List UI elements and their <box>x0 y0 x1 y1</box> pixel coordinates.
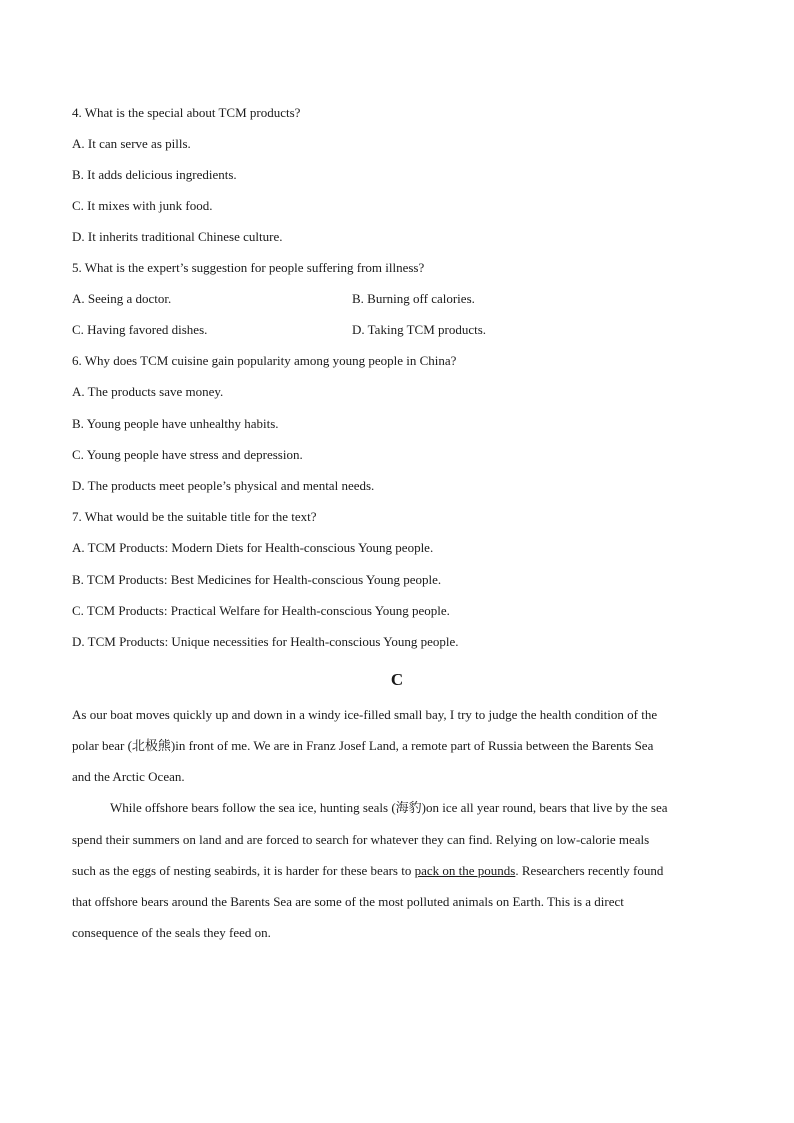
question-5-stem <box>72 260 424 276</box>
question-4-option-c: C. It mixes with junk food. <box>72 198 213 213</box>
passage-text: . Researchers recently found <box>515 863 664 878</box>
passage-line: that offshore bears around the Barents Sea are some of the most polluted animals on Earth. This is a direct <box>72 894 624 909</box>
question-number: 7 <box>72 509 79 524</box>
question-5-option-c: C. Having favored dishes. <box>72 322 208 337</box>
passage-text: such as the eggs of nesting seabirds, it is harder for these bears to <box>72 863 415 878</box>
question-7-option-a: A. TCM Products: Modern Diets for Health-conscious Young people. <box>72 540 434 555</box>
question-4-option-d: D. It inherits traditional Chinese culture. <box>72 229 283 244</box>
passage-line: consequence of the seals they feed on. <box>72 925 271 940</box>
question-6-stem <box>72 353 456 369</box>
question-text: . What is the expert’s suggestion for people suffering from illness? <box>78 260 425 275</box>
question-6-option-c: C. Young people have stress and depression. <box>72 447 303 462</box>
question-7-option-d: D. TCM Products: Unique necessities for Health-conscious Young people. <box>72 634 459 649</box>
question-5-option-a: A. Seeing a doctor. <box>72 291 172 306</box>
section-title: C <box>390 670 404 689</box>
passage-line: As our boat moves quickly up and down in a windy ice-filled small bay, I try to judge the health condition of the <box>72 707 658 722</box>
question-4-stem <box>72 105 300 121</box>
question-7-option-c: C. TCM Products: Practical Welfare for Health-conscious Young people. <box>72 603 450 618</box>
passage-line: and the Arctic Ocean. <box>72 769 185 784</box>
question-number: 5 <box>72 260 79 275</box>
question-4-option-a: A. It can serve as pills. <box>72 136 191 151</box>
question-text: . What is the special about TCM products? <box>78 105 301 120</box>
passage-line: spend their summers on land and are forced to search for whatever they can find. Relying on low-calorie meals <box>72 832 650 847</box>
question-number: 4 <box>72 105 79 120</box>
question-5-option-b: B. Burning off calories. <box>352 291 475 306</box>
question-number: 6 <box>72 353 79 368</box>
question-6-option-b: B. Young people have unhealthy habits. <box>72 416 279 431</box>
passage-line <box>72 863 663 879</box>
passage-line: While offshore bears follow the sea ice, hunting seals (海豹)on ice all year round, bears that live by the sea <box>110 800 668 815</box>
question-6-option-a: A. The products save money. <box>72 384 224 399</box>
underlined-phrase: pack on the pounds <box>414 863 516 878</box>
question-text: . What would be the suitable title for the text? <box>78 509 317 524</box>
question-text: . Why does TCM cuisine gain popularity among young people in China? <box>78 353 457 368</box>
question-7-stem <box>72 509 317 525</box>
passage-line: polar bear (北极熊)in front of me. We are in Franz Josef Land, a remote part of Russia between the Barents Sea <box>72 738 654 753</box>
question-7-option-b: B. TCM Products: Best Medicines for Health-conscious Young people. <box>72 572 442 587</box>
question-4-option-b: B. It adds delicious ingredients. <box>72 167 237 182</box>
question-5-option-d: D. Taking TCM products. <box>352 322 487 337</box>
question-6-option-d: D. The products meet people’s physical and mental needs. <box>72 478 375 493</box>
